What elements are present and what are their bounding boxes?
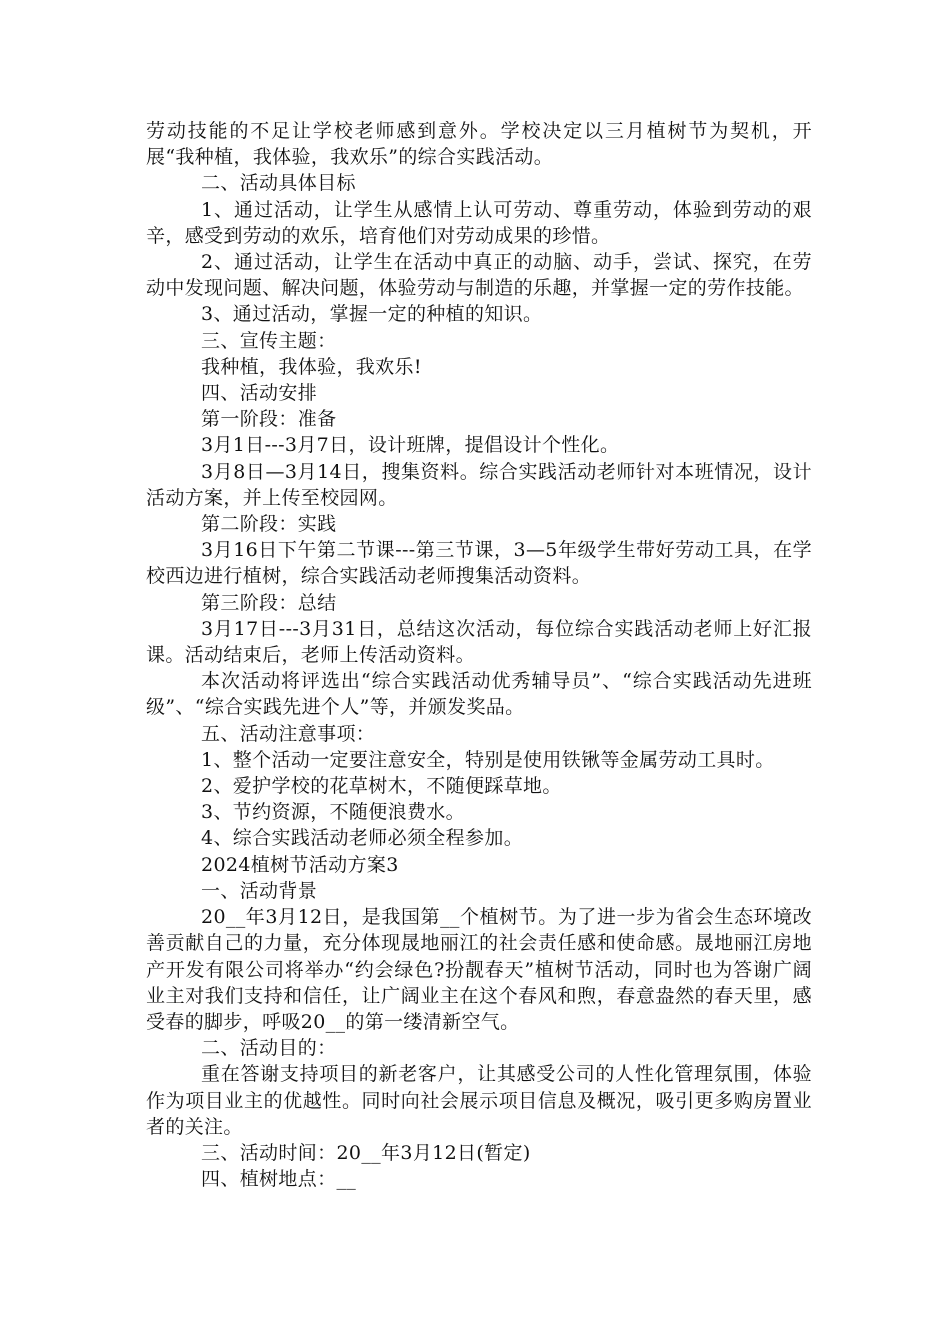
list-item: 1、通过活动，让学生从感情上认可劳动、尊重劳动，体验到劳动的艰辛，感受到劳动的欢乐，培育他们对劳动成果的珍惜。 bbox=[146, 198, 812, 247]
paragraph: 我种植，我体验，我欢乐! bbox=[201, 355, 422, 378]
section-heading: 三、活动时间：20__年3月12日(暂定) bbox=[201, 1141, 531, 1164]
paragraph: 劳动技能的不足让学校老师感到意外。学校决定以三月植树节为契机，开展“我种植，我体验，我欢乐”的综合实践活动。 bbox=[146, 120, 812, 169]
section-heading: 二、活动目的： bbox=[201, 1037, 337, 1060]
subheading: 第一阶段：准备 bbox=[201, 408, 337, 431]
paragraph: 3月8日—3月14日，搜集资料。综合实践活动老师针对本班情况，设计活动方案，并上传至校园网。 bbox=[146, 460, 812, 509]
document-title: 2024植树节活动方案3 bbox=[201, 853, 399, 876]
list-item: 3、节约资源，不随便浪费水。 bbox=[201, 801, 465, 824]
paragraph: 3月16日下午第二节课---第三节课，3—5年级学生带好劳动工具，在学校西边进行植树，综合实践活动老师搜集活动资料。 bbox=[146, 539, 812, 588]
section-heading: 一、活动背景 bbox=[201, 879, 318, 902]
section-heading: 四、植树地点：__ bbox=[201, 1168, 357, 1191]
paragraph: 本次活动将评选出“综合实践活动优秀辅导员”、“综合实践活动先进班级”、“综合实践先进个人”等，并颁发奖品。 bbox=[146, 670, 812, 719]
section-heading: 三、宣传主题： bbox=[201, 329, 337, 352]
section-heading: 二、活动具体目标 bbox=[201, 172, 356, 195]
subheading: 第二阶段：实践 bbox=[201, 513, 337, 536]
section-heading: 五、活动注意事项： bbox=[201, 722, 376, 745]
list-item: 1、整个活动一定要注意安全，特别是使用铁锹等金属劳动工具时。 bbox=[201, 748, 775, 771]
section-heading: 四、活动安排 bbox=[201, 382, 318, 405]
list-item: 2、爱护学校的花草树木，不随便踩草地。 bbox=[201, 775, 562, 798]
list-item: 3、通过活动，掌握一定的种植的知识。 bbox=[201, 303, 543, 326]
document-body bbox=[146, 118, 812, 1192]
subheading: 第三阶段：总结 bbox=[201, 591, 337, 614]
paragraph: 重在答谢支持项目的新老客户，让其感受公司的人性化管理氛围，体验作为项目业主的优越性。同时向社会展示项目信息及概况，吸引更多购房置业者的关注。 bbox=[146, 1063, 812, 1138]
list-item: 4、综合实践活动老师必须全程参加。 bbox=[201, 827, 524, 850]
paragraph: 3月17日---3月31日，总结这次活动，每位综合实践活动老师上好汇报课。活动结束后，老师上传活动资料。 bbox=[146, 617, 812, 667]
paragraph: 3月1日---3月7日，设计班牌，提倡设计个性化。 bbox=[201, 434, 620, 457]
list-item: 2、通过活动，让学生在活动中真正的动脑、动手，尝试、探究，在劳动中发现问题、解决问题，体验劳动与制造的乐趣，并掌握一定的劳作技能。 bbox=[146, 251, 812, 300]
paragraph: 20__年3月12日，是我国第__个植树节。为了进一步为省会生态环境改善贡献自己的力量，充分体现晟地丽江的社会责任感和使命感。晟地丽江房地产开发有限公司将举办“约会绿色?扮靓春天”植树节活动，同时也为答谢广阔业主对我们支持和信任，让广阔业主在这个春风和煦，春意盎然的春天里，感受春的脚步，呼吸20__的第一缕清新空气。 bbox=[146, 906, 812, 1033]
